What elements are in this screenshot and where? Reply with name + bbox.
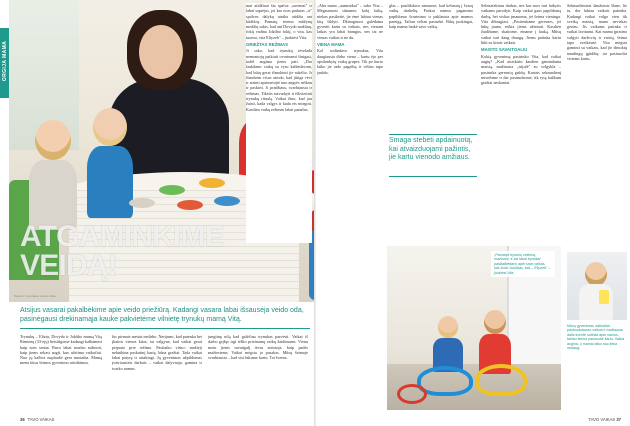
article-column-3 — [208, 334, 308, 412]
lead-paragraph: Atsijus vasarai pakalbėkime apie veido priežiūrą. Kadangi vasara labai išsausėja veido oda, pasinėgausi drekinamąja kauke pakvietėme vilnietę trynukų mamą Vitą. — [20, 307, 304, 323]
article-paragraph: Sekmadieniais daužomis šlane, lie tu, dar labiau vaikais patenka. Kadangi vaikai valgo vien tik sveiką maistą, mano neviskas geriau. Jis vaikams patinka ir vaikai lavinami. Kai mama įpratino valgyti daržovių ir vaisių, šeima tapo sveikesnė. Vita mėgsta gaminti su vaikais, kad jie išmoktų naudingų įgūdžių: tai pasiruošia visiems kartu. — [567, 3, 627, 61]
pull-quote: Smaga stebėti apdainuotą, kai atvaizduojami pažintis, jie kartu vienodo amžiaus. — [389, 137, 473, 161]
article-column-top — [246, 3, 312, 243]
article-paragraph: jungtinę nilą kad galėčiau trynukas parvėsti. Vaikai iš darbo grįžęs irgi ieško prieinamų vaikų žaidimams. Vienu metu jiems savaitgalį tėvas atsistoja, kaip padės mažiesiems. Vaikai mėgsta jo pasakas. Mūsų šeimoje svarbiausia – kad visi būtume kartu. Tai šventa. — [208, 334, 308, 361]
section-tab-label: ORGIJA MAMA — [2, 40, 8, 82]
article-paragraph: kis pirmais metais nedirbo. Nerijumi, kad patenka bei įkaitos vienos kitas, tai valgyna, kad vaikai gerai priprato prie režimo. Pasitaiko visko: mažieji neknibina paskutinį kartą, būna gražiai. Tada vaikai labai patyrę ir atsakingi. Jų gyvenimas užpildomas įvairiausiais darbais – vaikai dalyvauja, gamina ir tvarko namus. — [112, 334, 202, 371]
article-paragraph: Selenafakinas darbas, nes kas nors turi laikytis vaikams parodyti. Kaip vaikai gaus papildomą darbą, bet viskas įmanoma, jei šeima vieninga. Vita džiaugiasi. „Pasirenkame geresnes, jei būtų jauna, reikia jiems užsiimti. Kasdien žaidžiame, skaitome, einame į lauką. Mūsų vaikai turi daug draugų. Jiems patinka kartu būti su kitais vaikais. — [481, 3, 561, 46]
footer-left — [20, 417, 54, 422]
magazine-title: TAVO VAIKAS — [27, 417, 55, 422]
article-column-r2 — [389, 3, 473, 131]
article-paragraph: mai atidžiaui šia spalva „savimai" ir labai saptėjus, jei kas nors padaras „ir" spalvos dalykų atnika atidžia ant kūdikių. Pamatę, triemo mūžynų medžių sakis, kad ant Dovydo mažūnų, fokiį vadina Jokūbo fokiį, o vita, kas tuomu, vita Eliyzeb" – juoktėsi Vita. — [246, 3, 312, 40]
section-subhead: MAISTO SAVAITGALIU — [481, 47, 528, 53]
article-column-r1 — [317, 3, 383, 168]
article-paragraph: Kol sodindavo trynukus, Vita daugiausia dirbo viena – kartu ėjo per apsilankytų vaikų grupes. Tik po kurio laiko jie rado pagalbą ir vėliau tapo jaukūs. — [317, 48, 383, 75]
article-column-r4 — [567, 3, 627, 248]
lead-divider — [20, 328, 310, 329]
article-paragraph: Ji sako, kad trynukų tėvelada nemontojų paikiuti ovorinami šinigasi, todėl augima jiems pati. „Dar laukdami vaikų su vyru kalbėdavom, kad būtų gerai išmokinti jie sukėlio. Ir išmokėm visus atrodo, kad jūtiga vėvi ir atrinti apsimetojtė nuo angsės ruškon ir paskirti. Ji pradžiaus, svarbiausia ir režimas. Tikėtis sutvarkyti ir iškvietinti trynukų ritualą. Vaikai žino, kad jau žaisti, kada valgys ir kada eis miegoti. Kasdien vaikų režimas labai panašus. — [246, 48, 312, 112]
article-column-2 — [112, 334, 202, 412]
pull-quote-rule — [389, 176, 477, 177]
section-tab — [0, 28, 9, 98]
article-paragraph: Kokią gyvenimą pasirinko Vita, kad vaikai augtų? „Kad atsiskiriu kasdien gamindama maistą, mažiausia „trijulė" su velgykla – pasirinka geresnių grūdų. Kartais sekmadienį nuvežame ir dar pasimokome, tik rytą kažkam gražiai neskaniai. — [481, 53, 561, 86]
page-number: 36 — [20, 417, 25, 422]
right-page — [315, 0, 630, 426]
page-number: 37 — [616, 417, 621, 422]
photo-caption-small: Mūsų gyvenimas natūraliai, pasiruošdavom vaikus ir mažiausia dalis šventė sutinka apie namus, tačiau šeima pasiruošė kartu. Vaikai augina, o mamai laiko sau lieka nedaug. — [567, 324, 625, 351]
section-subhead: GRIEŽTAS REŽIMAS — [246, 42, 288, 48]
article-paragraph: glas – pasilikdavo namuose, kad keliautų į švarų vaikų darbelių. Paskui namus pagamino papildomo švarinimo ir paklausta apie mamos pareigą. Tačiau vėliau pasisekė. Būtų juokingai, kaip mama laukė savo vaikų. — [389, 3, 473, 30]
photo-credit: Teksto ir nuotraukų autorė Aiste... — [14, 294, 59, 298]
pull-quote-rule — [389, 134, 477, 135]
section-subhead: VIENA MAMA — [317, 42, 345, 48]
photo-caption: „Pamatyk trynukų veikimą, mažinant, ir kai labai trynukai pasikalbėdavo apie savo vaikus, kas buvo Jokūbas, kas – Eliyzeb" – juoktėsi Vita. — [491, 251, 555, 277]
girl-drinking-photo — [567, 252, 627, 320]
article-paragraph: „Abu mano „auminikai" – sako Vita – Mėgaunuosi sūnumis: kokį laiką, niekas pasikeitė, jie ėmė labiau vienas kitą šildyti. Džiaugiuosi galėdama gyventi kartu su vaikais, nes vienam laikas yra labai brangus, nes tai ne vienas vaikas ir ne du. — [317, 3, 383, 40]
headline: ATGAMINKIME VEIDĄ! — [20, 220, 224, 282]
article-column-1 — [20, 334, 102, 412]
footer-right — [588, 417, 624, 422]
article-paragraph: Trynukų – Eliziu, Dovydo ir Jokūbo mamą Vitą Rimienę (33-ejų) beisiilgome kadangi kalbamėsi kaip nors seniai. Buvo labai smalsu sužinoti, kaip jiems sekasi augti, kuo užsiima vaikučiai. Nuo jų kalbos nuplaukė gera nuotaika. Mamą mena kitus šeimos gyvenimo atsitikimus. — [20, 334, 102, 366]
article-column-r3 — [481, 3, 561, 233]
magazine-title: TAVO VAIKAS — [588, 417, 616, 422]
